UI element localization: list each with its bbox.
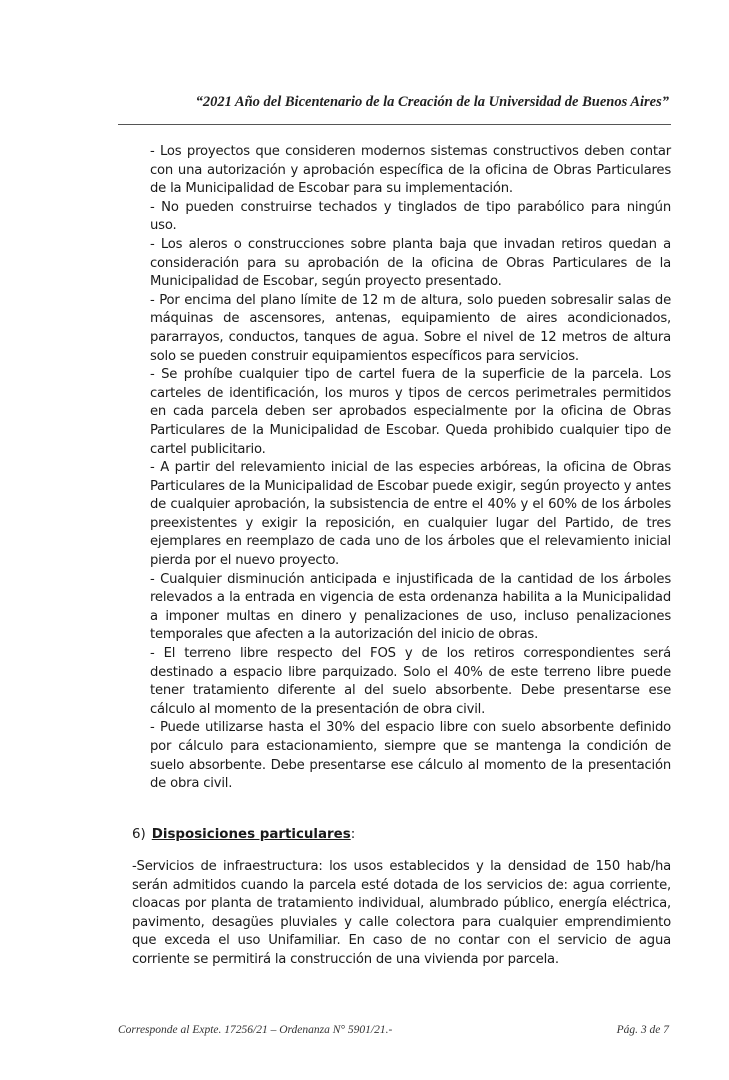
paragraph: - Los proyectos que consideren modernos sistemas constructivos deben contar con una autorización y aprobación específica de la oficina de Obras Particulares de la Municipalidad de Escobar para su implementación. [150,144,671,197]
section-title: Disposiciones particulares [151,827,351,842]
paragraph: - Por encima del plano límite de 12 m de altura, solo pueden sobresalir salas de máquinas de ascensores, antenas, equipamiento de aires acondicionados, pararrayos, conductos, tanques de agua. Sobre el nivel de 12 metros de altura solo se pueden construir equipamientos específicos para servicios. [150,292,671,364]
file-reference: Corresponde al Expte. 17256/21 – Ordenanza N° 5901/21.- [118,1024,393,1036]
section-colon: : [350,827,356,842]
section-number: 6) [132,827,146,842]
paragraph: - No pueden construirse techados y tinglados de tipo parabólico para ningún uso. [150,199,671,234]
paragraph: - El terreno libre respecto del FOS y de los retiros correspondientes será destinado a espacio libre parquizado. Solo el 40% de este terreno libre puede tener tratamiento diferente al del suelo absorbente. Debe presentarse ese cálculo al momento de la presentación de obra civil. [150,646,671,717]
paragraph: - Puede utilizarse hasta el 30% del espacio libre con suelo absorbente definido por cálculo para estacionamiento, siempre que se mantenga la condición de suelo absorbente. Debe presentarse ese cálculo al momento de la presentación de obra civil. [150,720,671,792]
page-header: “2021 Año del Bicentenario de la Creación de la Universidad de Buenos Aires” [195,94,669,110]
page-footer [118,1024,669,1036]
paragraph: - Los aleros o construcciones sobre planta baja que invadan retiros quedan a consideración para su aprobación de la oficina de Obras Particulares de la Municipalidad de Escobar, según proyecto presentado. [150,236,671,290]
infrastructure-paragraph [132,858,671,970]
paragraph: - Se prohíbe cualquier tipo de cartel fuera de la superficie de la parcela. Los carteles de identificación, los muros y tipos de cercos perimetrales permitidos en cada parcela deben ser aprobados especialmente por la oficina de Obras Particulares de la Municipalidad de Escobar. Queda prohibido cualquier tipo de cartel publicitario. [150,367,671,457]
section-heading [132,826,355,844]
provisions-list [150,143,671,794]
paragraph: - A partir del relevamiento inicial de las especies arbóreas, la oficina de Obras Particulares de la Municipalidad de Escobar puede exigir, según proyecto y antes de cualquier aprobación, la subsistencia de entre el 40% y el 60% de los árboles preexistentes y exigir la reposición, en cualquier lugar del Partido, de tres ejemplares en reemplazo de cada uno de los árboles que el relevamiento inicial pierda por el nuevo proyecto. [150,460,671,569]
paragraph: -Servicios de infraestructura: los usos establecidos y la densidad de 150 hab/ha serán admitidos cuando la parcela esté dotada de los servicios de: agua corriente, cloacas por planta de tratamiento individual, alumbrado público, energía eléctrica, pavimento, desagües pluviales y calle colectora para cualquier emprendimiento que exceda el uso Unifamiliar. En caso de no contar con el servicio de agua corriente se permitirá la construcción de una vivienda por parcela. [132,859,671,967]
paragraph: - Cualquier disminución anticipada e injustificada de la cantidad de los árboles relevados a la entrada en vigencia de esta ordenanza habilita a la Municipalidad a imponer multas en dinero y penalizaciones de uso, incluso penalizaciones temporales que afecten a la autorización del inicio de obras. [150,571,671,643]
page-number: Pág. 3 de 7 [616,1024,669,1036]
header-divider [118,124,671,125]
